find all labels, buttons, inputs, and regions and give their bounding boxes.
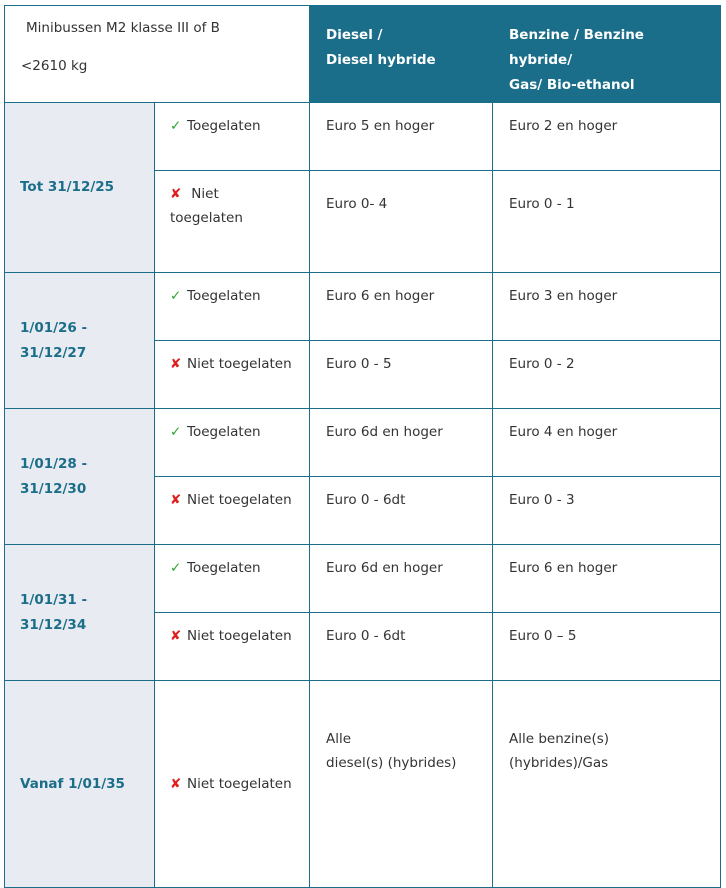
- cross-icon: ✘: [170, 186, 182, 202]
- period-label: 1/01/31 - 31/12/34: [5, 545, 155, 681]
- petrol-header-line2: Gas/ Bio-ethanol: [509, 77, 635, 93]
- table-row: [5, 273, 721, 341]
- diesel-value: Euro 0 - 6dt: [310, 613, 493, 681]
- petrol-value: Euro 4 en hoger: [493, 409, 721, 477]
- petrol-value: Euro 0 - 3: [493, 477, 721, 545]
- diesel-value: Euro 5 en hoger: [310, 103, 493, 171]
- checkmark-icon: ✓: [170, 288, 182, 304]
- period-label: Tot 31/12/25: [5, 103, 155, 273]
- petrol-value: Euro 0 - 1: [493, 171, 721, 273]
- diesel-value: Euro 6d en hoger: [310, 545, 493, 613]
- status-not-allowed: ✘ Niet toegelaten: [155, 613, 310, 681]
- diesel-value: Alle diesel(s) (hybrides): [310, 681, 493, 888]
- status-not-allowed: ✘ Niet toegelaten: [155, 171, 310, 273]
- petrol-value: Euro 0 – 5: [493, 613, 721, 681]
- period-label: 1/01/28 - 31/12/30: [5, 409, 155, 545]
- vehicle-category: Minibussen M2 klasse III of B: [26, 20, 220, 36]
- table-row: [5, 409, 721, 477]
- petrol-value: Euro 2 en hoger: [493, 103, 721, 171]
- status-allowed: ✓ Toegelaten: [155, 273, 310, 341]
- table-row: [5, 103, 721, 171]
- emission-table: [4, 5, 721, 888]
- diesel-value: Euro 0 - 5: [310, 341, 493, 409]
- period-label: Vanaf 1/01/35: [5, 681, 155, 888]
- checkmark-icon: ✓: [170, 424, 182, 440]
- petrol-value: Alle benzine(s) (hybrides)/Gas: [493, 681, 721, 888]
- table-row: [5, 681, 721, 888]
- checkmark-icon: ✓: [170, 560, 182, 576]
- petrol-column-header: [493, 6, 721, 103]
- diesel-value: Euro 0 - 6dt: [310, 477, 493, 545]
- vehicle-category-cell: [5, 6, 310, 103]
- period-label: 1/01/26 - 31/12/27: [5, 273, 155, 409]
- checkmark-icon: ✓: [170, 118, 182, 134]
- status-allowed: ✓ Toegelaten: [155, 545, 310, 613]
- petrol-value: Euro 6 en hoger: [493, 545, 721, 613]
- diesel-column-header: [310, 6, 493, 103]
- petrol-value: Euro 0 - 2: [493, 341, 721, 409]
- status-not-allowed: ✘ Niet toegelaten: [155, 681, 310, 888]
- diesel-value: Euro 0- 4: [310, 171, 493, 273]
- petrol-value: Euro 3 en hoger: [493, 273, 721, 341]
- status-not-allowed: ✘ Niet toegelaten: [155, 341, 310, 409]
- cross-icon: ✘: [170, 492, 182, 508]
- status-allowed: ✓ Toegelaten: [155, 103, 310, 171]
- petrol-header-line1: Benzine / Benzine hybride/: [509, 27, 644, 68]
- diesel-value: Euro 6 en hoger: [310, 273, 493, 341]
- diesel-header-line1: Diesel /: [326, 27, 383, 43]
- status-not-allowed: ✘ Niet toegelaten: [155, 477, 310, 545]
- header-row: [5, 6, 721, 103]
- diesel-value: Euro 6d en hoger: [310, 409, 493, 477]
- table-row: [5, 545, 721, 613]
- vehicle-weight: <2610 kg: [21, 58, 88, 74]
- status-allowed: ✓ Toegelaten: [155, 409, 310, 477]
- cross-icon: ✘: [170, 356, 182, 372]
- diesel-header-line2: Diesel hybride: [326, 52, 436, 68]
- cross-icon: ✘: [170, 628, 182, 644]
- cross-icon: ✘: [170, 776, 182, 792]
